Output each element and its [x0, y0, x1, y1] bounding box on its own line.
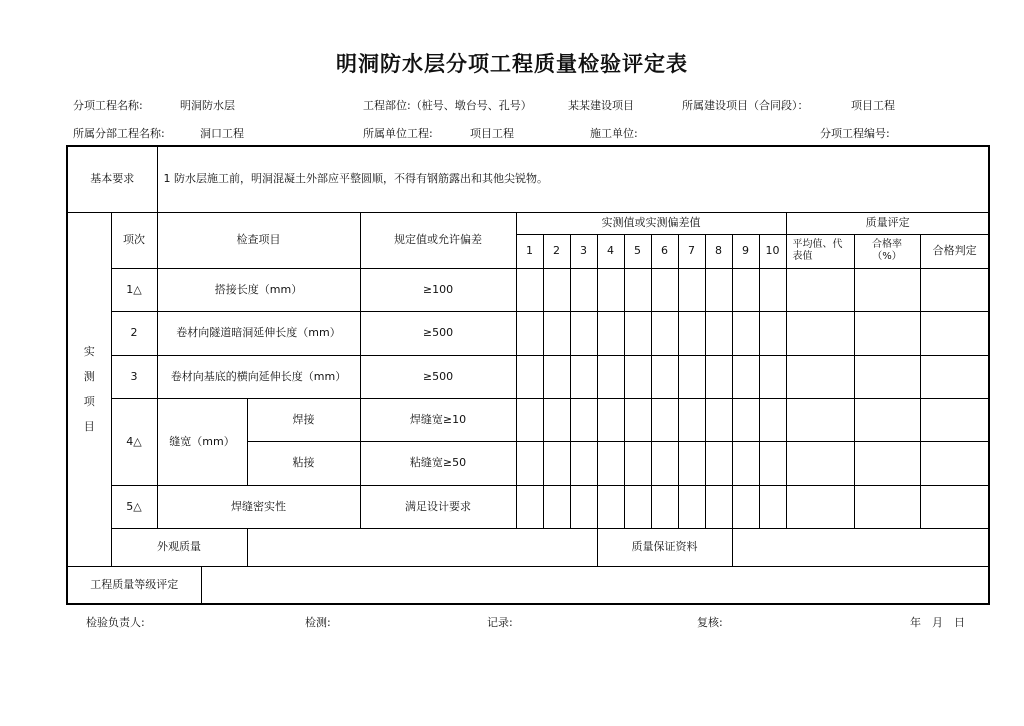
col-header-spec: 规定值或允许偏差 [360, 212, 516, 268]
row-subitem: 焊接 [247, 398, 360, 441]
appearance-quality-label: 外观质量 [111, 528, 247, 566]
contractor-label: 施工单位: [590, 127, 638, 140]
table-row [67, 311, 989, 355]
row-subitem: 粘接 [247, 441, 360, 485]
table-row [67, 485, 989, 528]
table-row [67, 268, 989, 311]
row-spec: ≥500 [360, 355, 516, 398]
sub-item-name-value: 明洞防水层 [180, 99, 235, 112]
basic-requirements-text: 1 防水层施工前，明洞混凝土外部应平整圆顺，不得有钢筋露出和其他尖锐物。 [157, 146, 989, 212]
division-label: 所属分部工程名称: [73, 127, 165, 140]
row-item: 卷材向基底的横向延伸长度（mm） [157, 355, 360, 398]
project-value: 项目工程 [851, 99, 895, 112]
value-col-5: 5 [624, 234, 651, 268]
row-no: 1△ [111, 268, 157, 311]
row-item: 卷材向隧道暗洞延伸长度（mm） [157, 311, 360, 355]
grade-value[interactable] [201, 566, 989, 604]
row-spec: 满足设计要求 [360, 485, 516, 528]
division-value: 洞口工程 [200, 127, 244, 140]
location-label: 工程部位:（桩号、墩台号、孔号） [363, 99, 532, 112]
sub-item-no-label: 分项工程编号: [820, 127, 890, 140]
location-value: 某某建设项目 [568, 99, 634, 112]
row-spec: 粘缝宽≥50 [360, 441, 516, 485]
col-header-values: 实测值或实测偏差值 [516, 212, 786, 234]
col-header-rate: 合格率（%） [854, 234, 920, 268]
section-char: 实 [83, 345, 95, 358]
row-no: 3 [111, 355, 157, 398]
value-col-8: 8 [705, 234, 732, 268]
footer-inspector: 检验负责人: [86, 616, 145, 629]
row-spec: 焊缝宽≥10 [360, 398, 516, 441]
row-item: 搭接长度（mm） [157, 268, 360, 311]
col-header-judge: 合格判定 [920, 234, 989, 268]
qa-docs-label: 质量保证资料 [597, 528, 732, 566]
section-char: 测 [83, 370, 95, 383]
section-char: 目 [83, 420, 95, 433]
inspection-table [66, 145, 990, 605]
row-spec: ≥500 [360, 311, 516, 355]
row-no: 4△ [111, 398, 157, 485]
row-no: 2 [111, 311, 157, 355]
footer-reviewer: 复核: [697, 616, 723, 629]
measured-items-section [67, 212, 111, 566]
value-col-4: 4 [597, 234, 624, 268]
unit-project-label: 所属单位工程: [363, 127, 433, 140]
row-no: 5△ [111, 485, 157, 528]
table-row [67, 355, 989, 398]
value-col-10: 10 [759, 234, 786, 268]
project-label: 所属建设项目（合同段）： [682, 99, 809, 112]
col-header-quality: 质量评定 [786, 212, 989, 234]
grade-label: 工程质量等级评定 [67, 566, 201, 604]
value-col-2: 2 [543, 234, 570, 268]
footer-tester: 检测: [305, 616, 331, 629]
row-item: 缝宽（mm） [157, 398, 247, 485]
col-header-avg: 平均值、代表值 [786, 234, 854, 268]
footer-recorder: 记录: [487, 616, 513, 629]
table-row [67, 398, 989, 441]
basic-requirements-label: 基本要求 [67, 146, 157, 212]
value-col-6: 6 [651, 234, 678, 268]
value-col-1: 1 [516, 234, 543, 268]
unit-project-value: 项目工程 [470, 127, 514, 140]
row-spec: ≥100 [360, 268, 516, 311]
appearance-quality-value[interactable] [247, 528, 597, 566]
sub-item-name-label: 分项工程名称: [73, 99, 143, 112]
section-char: 项 [83, 395, 95, 408]
col-header-item: 检查项目 [157, 212, 360, 268]
row-item: 焊缝密实性 [157, 485, 360, 528]
page-title: 明洞防水层分项工程质量检验评定表 [336, 52, 688, 76]
col-header-no: 项次 [111, 212, 157, 268]
footer-date: 年 月 日 [910, 616, 965, 629]
value-col-9: 9 [732, 234, 759, 268]
value-col-7: 7 [678, 234, 705, 268]
qa-docs-value[interactable] [732, 528, 989, 566]
value-col-3: 3 [570, 234, 597, 268]
